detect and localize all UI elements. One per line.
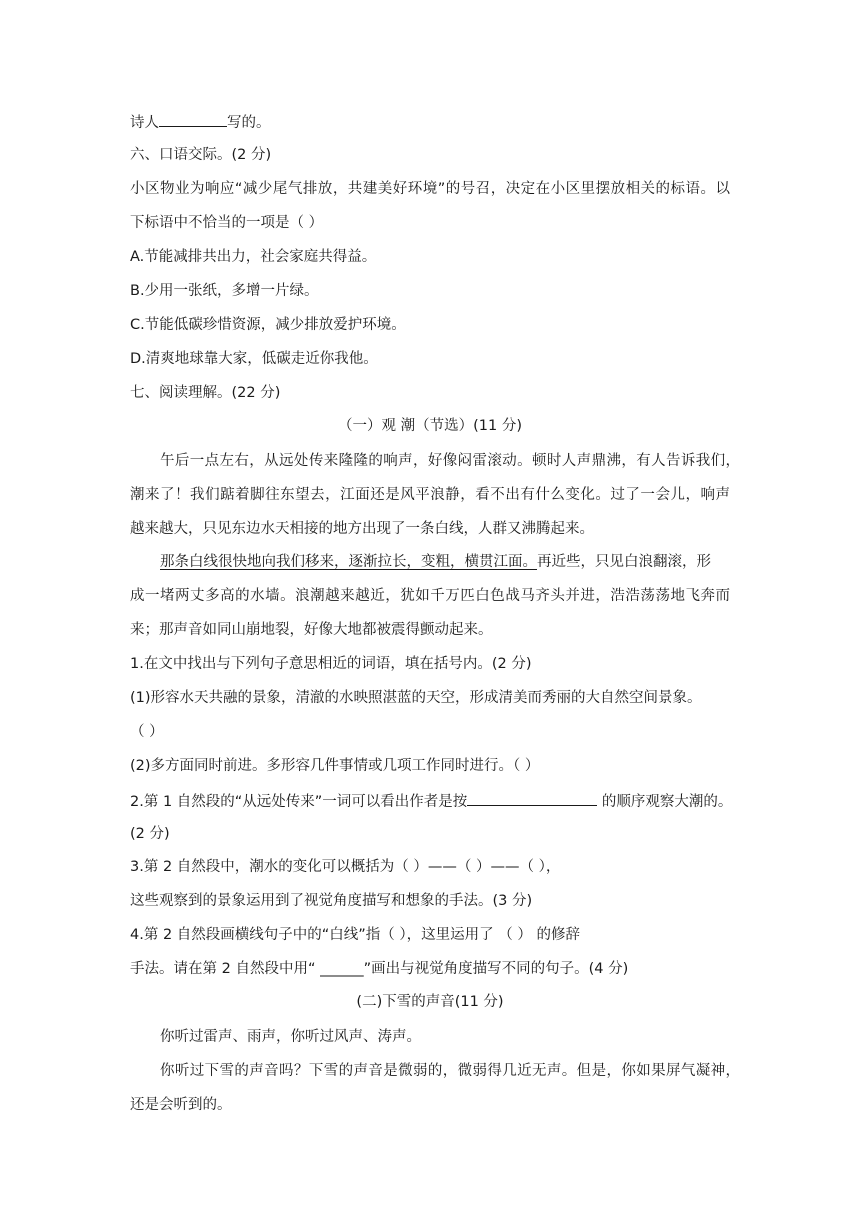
section-7-heading: 七、阅读理解。(22 分): [130, 385, 281, 401]
question-2: [130, 790, 733, 812]
section-6-prompt-line1: 小区物业为响应“减少尾气排放，共建美好环境”的号召，决定在小区里摆放相关的标语。以: [130, 181, 730, 197]
passage-2-para2-line1: 你听过下雪的声音吗？下雪的声音是微弱的，微弱得几近无声。但是，你如果屏气凝神，: [160, 1063, 740, 1079]
question-1-part1: (1)形容水天共融的景象，清澈的水映照湛蓝的天空，形成清美而秀丽的大自然空间景象。: [130, 690, 702, 706]
section-6-heading: 六、口语交际。(2 分): [130, 147, 272, 163]
question-4-line1: 4.第 2 自然段画横线句子中的“白线”指（ ），这里运用了 （ ） 的修辞: [130, 927, 580, 943]
option-b: B.少用一张纸，多增一片绿。: [130, 283, 319, 299]
passage-1-para2-line3: 来；那声音如同山崩地裂，好像大地都被震得颤动起来。: [130, 622, 493, 638]
question-2-text: 2.第 1 自然段的“从远处传来”一词可以看出作者是按: [130, 794, 468, 810]
passage-2-para1: 你听过雷声、雨声，你听过风声、涛声。: [160, 1029, 421, 1045]
passage-2-para2-line2: 还是会听到的。: [130, 1097, 232, 1113]
question-1-part1-answer[interactable]: （ ）: [130, 724, 164, 740]
option-a: A.节能减排共出力，社会家庭共得益。: [130, 249, 377, 265]
question-2-suffix: 的顺序观察大潮的。: [597, 794, 733, 810]
question-1: 1.在文中找出与下列句子意思相近的词语，填在括号内。(2 分): [130, 656, 532, 672]
question-3-line2: 这些观察到的景象运用到了视觉角度描写和想象的手法。(3 分): [130, 893, 533, 909]
poet-fill-line: [130, 111, 730, 133]
option-d: D.清爽地球靠大家，低碳走近你我他。: [130, 351, 378, 367]
reading-1-title: （一）观 潮（节选）(11 分): [338, 418, 522, 434]
passage-1-para2-line1-rest: 再近些，只见白浪翻滚，形: [537, 554, 711, 570]
passage-1-para1-line2: 潮来了！我们踮着脚往东望去，江面还是风平浪静，看不出有什么变化。过了一会儿，响声: [130, 487, 730, 503]
poet-label: 诗人: [130, 115, 159, 131]
reading-2-title: (二)下雪的声音(11 分): [356, 994, 504, 1010]
passage-1-para1-line1: 午后一点左右，从远处传来隆隆的响声，好像闷雷滚动。顿时人声鼎沸，有人告诉我们，: [160, 453, 740, 469]
question-1-part2: (2)多方面同时前进。多形容几件事情或几项工作同时进行。（ ）: [130, 758, 540, 774]
passage-1-para1-line3: 越来越大，只见东边水天相接的地方出现了一条白线，人群又沸腾起来。: [130, 521, 594, 537]
poet-blank[interactable]: [159, 111, 227, 127]
question-2-score: (2 分): [130, 826, 170, 842]
option-c: C.节能低碳珍惜资源，减少排放爱护环境。: [130, 317, 406, 333]
poet-suffix: 写的。: [227, 115, 271, 131]
passage-1-para2-line2: 成一堵两丈多高的水墙。浪潮越来越近，犹如千万匹白色战马齐头并进，浩浩荡荡地飞奔而: [130, 588, 730, 604]
underlined-sentence: 那条白线很快地向我们移来，逐渐拉长，变粗，横贯江面。: [160, 554, 537, 570]
question-4-line2: 手法。请在第 2 自然段中用“ ______”画出与视觉角度描写不同的句子。(4 分): [130, 961, 629, 977]
question-3-line1: 3.第 2 自然段中，潮水的变化可以概括为（ ）——（ ）——（ ），: [130, 859, 561, 875]
section-6-prompt-line2: 下标语中不恰当的一项是（ ）: [130, 215, 324, 231]
passage-1-para2-line1: [160, 552, 740, 572]
question-2-blank[interactable]: [467, 790, 597, 806]
